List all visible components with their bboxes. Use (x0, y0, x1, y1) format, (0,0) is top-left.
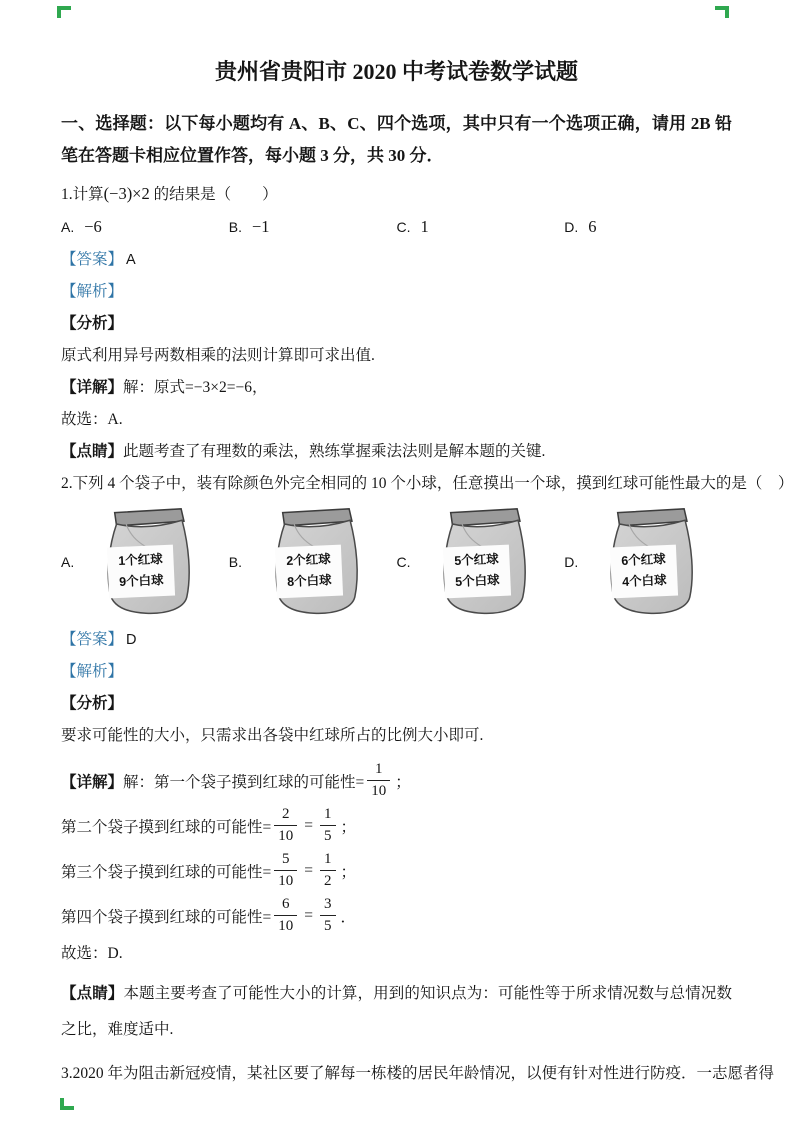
option-value: −1 (251, 217, 270, 236)
q2-answer-line (61, 630, 732, 650)
option-letter: B. (228, 554, 242, 570)
q1-analysis-text: 原式利用异号两数相乘的法则计算即可求出值. (61, 347, 375, 364)
corner-mark-top-right-icon (713, 6, 729, 22)
corner-mark-top-left-icon (57, 6, 73, 22)
option-value: −6 (84, 217, 102, 236)
line-end: ． (340, 908, 357, 926)
q2-detail-line-3 (61, 848, 732, 893)
bag-label-line2: 9个白球 (118, 573, 164, 589)
q1-option-c (397, 217, 565, 238)
q3-stem: 3.2020 年为阻击新冠疫情，某社区要了解每一栋楼的居民年龄情况，以便有针对性进行防疫．一志愿者得 (61, 1065, 775, 1082)
dianjing-label: 【点睛】 (61, 985, 124, 1002)
bag-label (442, 545, 510, 599)
line-end: ； (340, 818, 357, 836)
xiangjie-label: 【详解】 (61, 773, 124, 791)
bag-label (610, 545, 678, 599)
q1-stem-prefix: 1.计算 (61, 186, 104, 203)
fenxi-label: 【分析】 (61, 695, 124, 712)
bag-label (107, 545, 175, 599)
section-header: 一、选择题：以下每小题均有 A、B、C、四个选项，其中只有一个选项正确，请用 2B 铅笔在答题卡相应位置作答，每小题 3 分，共 30 分． (61, 114, 732, 165)
q2-note-text: 本题主要考查了可能性大小的计算，用到的知识点为：可能性等于所求情况数与总情况数之比，难度适中. (61, 985, 732, 1038)
q2-jiexi-line (61, 662, 732, 682)
line-end: ； (395, 773, 411, 791)
q1-answer-line (61, 250, 732, 270)
q1-option-a (61, 217, 229, 238)
xiangjie-label: 【详解】 (61, 379, 124, 396)
jiexi-label: 【解析】 (61, 663, 124, 680)
q1-option-b (229, 217, 397, 238)
equals-sign: = (304, 816, 313, 834)
fraction: $\frac{5}{10}$ (274, 852, 297, 889)
q1-options-row (61, 217, 732, 238)
detail-text: 第二个袋子摸到红球的可能性= (61, 818, 272, 836)
detail-text: 第四个袋子摸到红球的可能性= (61, 908, 272, 926)
bag-icon (423, 506, 541, 618)
q1-stem-suffix: 的结果是（ ） (149, 186, 278, 203)
option-letter: C. (396, 219, 411, 235)
q2-option-a (61, 506, 229, 618)
option-letter: A. (61, 219, 75, 235)
bag-label-line1: 5个红球 (453, 552, 499, 568)
bag-label (275, 545, 343, 599)
option-letter: C. (396, 554, 411, 570)
jiexi-label: 【解析】 (61, 283, 124, 300)
q2-detail-line-4 (61, 893, 732, 938)
corner-mark-bottom-left-icon (60, 1094, 76, 1110)
q2-answer-value: D (126, 632, 137, 648)
q1-answer-value: A (126, 252, 136, 268)
option-letter: B. (228, 219, 242, 235)
dianjing-label: 【点睛】 (61, 443, 124, 460)
q1-detail-text: 解：原式=−3×2=−6， (123, 379, 268, 396)
fraction: $\frac{1}{2}$ (320, 852, 336, 889)
bag-label-line2: 4个白球 (622, 573, 668, 589)
bag-label-line1: 2个红球 (285, 552, 331, 568)
bag-icon (590, 506, 708, 618)
q2-analysis-text: 要求可能性的大小，只需求出各袋中红球所占的比例大小即可. (61, 727, 484, 744)
fraction: $\frac{2}{10}$ (274, 807, 297, 844)
q1-stem (61, 184, 732, 205)
q2-option-b (229, 506, 397, 618)
bag-icon (87, 506, 205, 618)
detail-text: 解：第一个袋子摸到红球的可能性= (123, 773, 365, 791)
option-value: 6 (588, 217, 597, 236)
fenxi-label: 【分析】 (61, 315, 124, 332)
q1-note-text: 此题考查了有理数的乘法，熟练掌握乘法法则是解本题的关键. (123, 443, 546, 460)
answer-label: 【答案】 (61, 251, 124, 268)
bag-label-line1: 6个红球 (621, 552, 667, 568)
q2-note-line (61, 976, 732, 1048)
option-letter: A. (61, 554, 75, 570)
q2-conclusion-text: 故选：D. (61, 945, 123, 962)
answer-label: 【答案】 (61, 631, 124, 648)
q1-option-d (564, 217, 732, 238)
fraction: $\frac{6}{10}$ (274, 897, 297, 934)
q1-jiexi-line (61, 282, 732, 302)
q2-stem: 2.下列 4 个袋子中，装有除颜色外完全相同的 10 个小球，任意摸出一个球，摸到红球可能性最大的是（ ） (61, 475, 793, 492)
option-letter: D. (564, 219, 579, 235)
q1-conclusion-text: 故选：A. (61, 411, 123, 428)
q2-detail-line-2 (61, 803, 732, 848)
q2-fenxi-line (61, 694, 732, 714)
bag-label-line2: 8个白球 (286, 573, 332, 589)
option-value: 1 (420, 217, 429, 236)
bag-label-line1: 1个红球 (117, 552, 164, 568)
fraction: $\frac{3}{5}$ (320, 897, 336, 934)
q2-bags-row (61, 506, 732, 618)
bag-icon (255, 506, 373, 618)
q2-option-c (397, 506, 565, 618)
q1-formula: (−3)×2 (103, 184, 150, 203)
q1-detail-line (61, 378, 732, 398)
equals-sign: = (304, 906, 313, 924)
fraction: $\frac{1}{10}$ (367, 762, 390, 799)
detail-text: 第三个袋子摸到红球的可能性= (61, 863, 272, 881)
bag-label-line2: 5个白球 (454, 573, 500, 589)
q1-fenxi-line (61, 314, 732, 334)
q1-note-line (61, 442, 732, 462)
page-title: 贵州省贵阳市 2020 中考试卷数学试题 (214, 59, 578, 84)
q2-option-d (564, 506, 732, 618)
equals-sign: = (304, 861, 313, 879)
line-end: ； (340, 863, 357, 881)
option-letter: D. (564, 554, 579, 570)
q2-detail-line-1 (61, 758, 732, 803)
fraction: $\frac{1}{5}$ (320, 807, 336, 844)
